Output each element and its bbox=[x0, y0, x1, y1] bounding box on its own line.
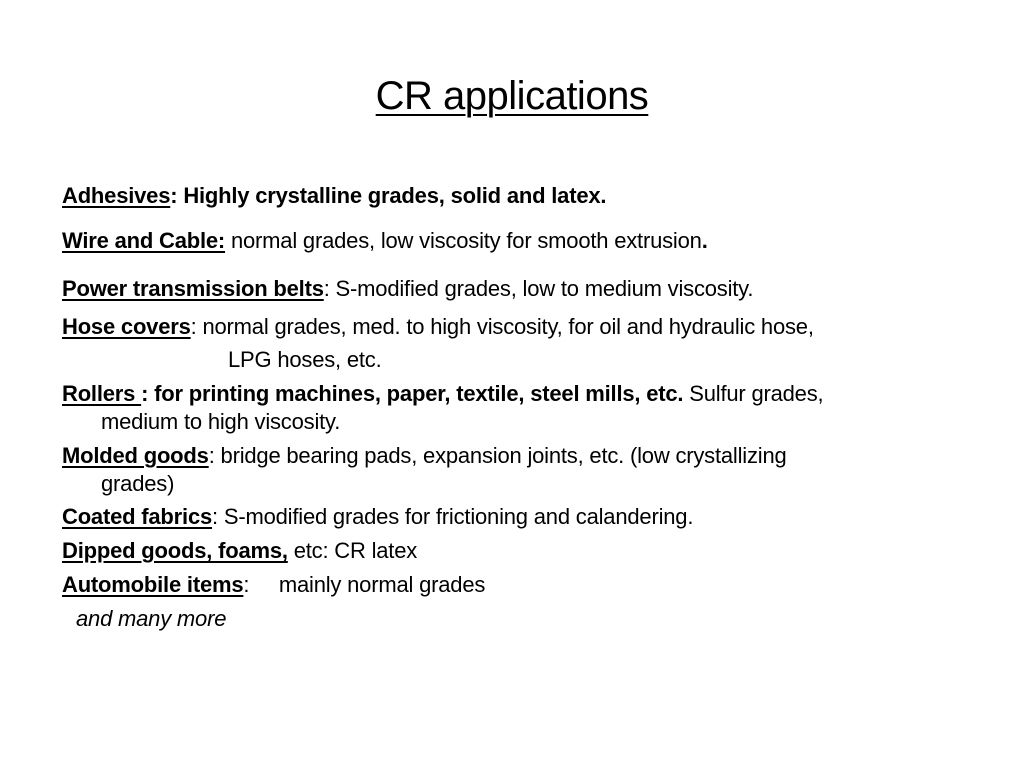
item-description: : bridge bearing pads, expansion joints, etc. (low crystallizing bbox=[208, 443, 787, 468]
item-label: Molded goods bbox=[62, 443, 209, 468]
item-end-punctuation: . bbox=[701, 228, 708, 253]
item-label: Dipped goods, foams, bbox=[62, 538, 288, 563]
item-molded-goods-continuation bbox=[101, 470, 174, 498]
item-description: Sulfur grades, bbox=[683, 381, 824, 406]
item-label: Automobile items bbox=[62, 572, 244, 597]
item-description: : S-modified grades for frictioning and calandering. bbox=[212, 504, 694, 529]
item-description: : mainly normal grades bbox=[243, 572, 486, 597]
item-hose-covers-continuation bbox=[228, 346, 382, 374]
item-description: Highly crystalline grades, solid and latex. bbox=[183, 183, 607, 208]
item-label: Hose covers bbox=[62, 314, 191, 339]
item-label: Wire and Cable: bbox=[62, 228, 226, 253]
item-rollers-continuation bbox=[101, 408, 340, 436]
item-description: : normal grades, med. to high viscosity, for oil and hydraulic hose, bbox=[190, 314, 814, 339]
slide-title-text: CR applications bbox=[375, 74, 649, 118]
item-description: etc: CR latex bbox=[287, 538, 418, 563]
footer-note: and many more bbox=[76, 606, 227, 631]
item-power-transmission-belts bbox=[62, 275, 753, 303]
item-continuation: grades) bbox=[101, 471, 175, 496]
item-label: Power transmission belts bbox=[62, 276, 324, 301]
item-hose-covers bbox=[62, 313, 814, 341]
item-bold-description: : for printing machines, paper, textile, steel mills, etc. bbox=[141, 381, 684, 406]
item-separator: : bbox=[170, 183, 184, 208]
item-dipped-goods bbox=[62, 537, 417, 565]
item-wire-and-cable bbox=[62, 227, 708, 255]
item-automobile-items bbox=[62, 571, 485, 599]
slide-title bbox=[0, 70, 1024, 122]
item-continuation: medium to high viscosity. bbox=[101, 409, 341, 434]
item-adhesives bbox=[62, 182, 606, 210]
item-label: Rollers bbox=[62, 381, 142, 406]
item-molded-goods bbox=[62, 442, 787, 470]
item-description: normal grades, low viscosity for smooth extrusion bbox=[225, 228, 702, 253]
item-continuation: LPG hoses, etc. bbox=[228, 347, 382, 372]
item-label: Adhesives bbox=[62, 183, 171, 208]
item-coated-fabrics bbox=[62, 503, 693, 531]
item-label: Coated fabrics bbox=[62, 504, 213, 529]
item-description: : S-modified grades, low to medium viscosity. bbox=[323, 276, 754, 301]
item-rollers bbox=[62, 380, 823, 408]
